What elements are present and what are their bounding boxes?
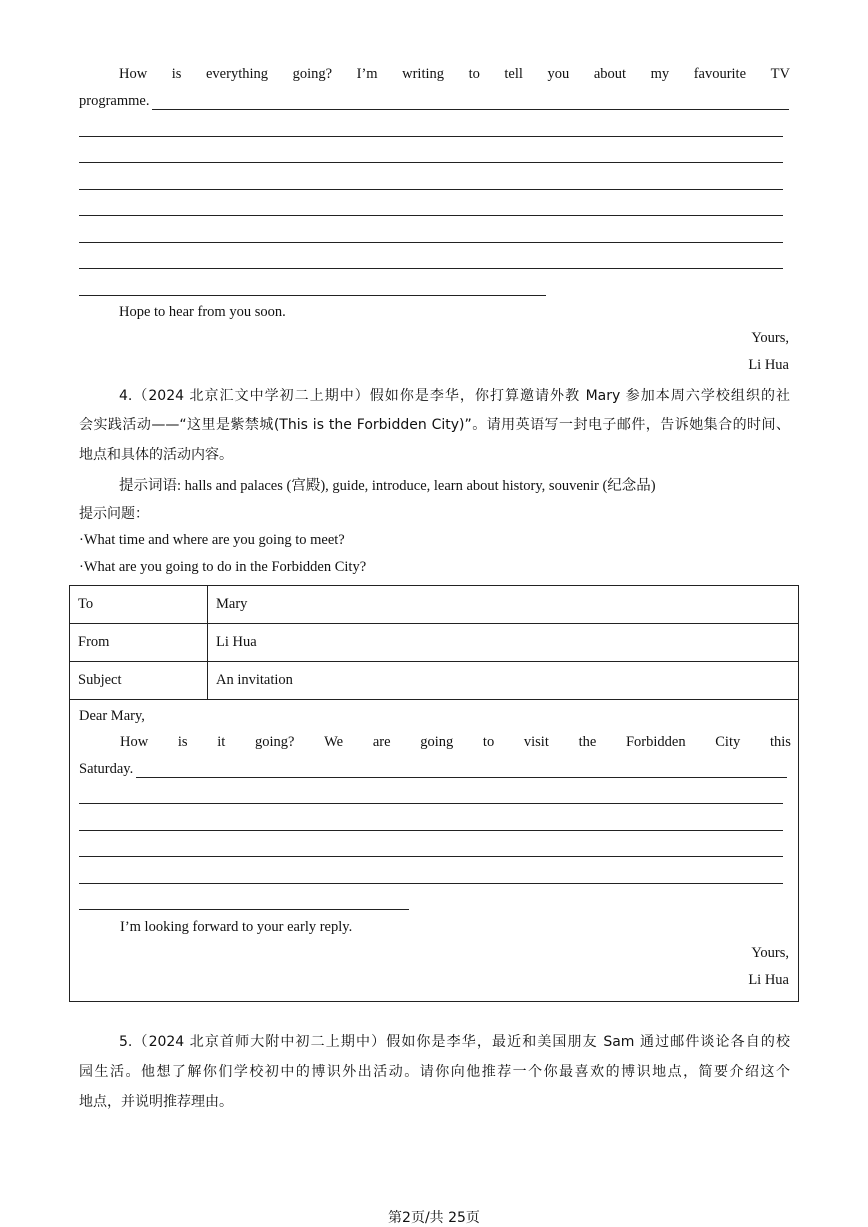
section3-sign-off: Yours, — [751, 330, 789, 346]
word: the — [578, 734, 597, 750]
email-subject-row — [70, 662, 799, 700]
word: Forbidden — [625, 734, 686, 750]
email-greeting: Dear Mary, — [79, 708, 145, 724]
email-from-row — [70, 624, 799, 662]
word: about — [593, 66, 627, 82]
question4-hint-words: 提示词语: halls and palaces (宫殿), guide, introduce, learn about history, souvenir (纪念品) — [119, 478, 656, 494]
email-opening-line2: Saturday. — [79, 761, 134, 777]
writing-line[interactable] — [79, 242, 783, 243]
word: How — [119, 66, 148, 82]
word: writing — [402, 66, 444, 82]
page-indicator: 第2页/共 25页 — [388, 1210, 480, 1226]
word: it — [217, 734, 226, 750]
word: are — [372, 734, 391, 750]
writing-line[interactable] — [152, 109, 789, 110]
word: going — [420, 734, 454, 750]
section3-opening-line2: programme. — [79, 93, 150, 109]
writing-line[interactable] — [136, 777, 787, 778]
word: City — [715, 734, 741, 750]
word: you — [547, 66, 570, 82]
email-form-table — [69, 585, 799, 1002]
email-to-label: To — [70, 586, 208, 624]
email-from-value: Li Hua — [208, 624, 799, 662]
writing-line[interactable] — [79, 830, 783, 831]
writing-line[interactable] — [79, 803, 783, 804]
word: going? — [292, 66, 333, 82]
section3-closing: Hope to hear from you soon. — [119, 304, 286, 320]
word: to — [468, 66, 480, 82]
word: How — [120, 734, 149, 750]
email-signature: Li Hua — [748, 972, 789, 988]
word: is — [171, 66, 182, 82]
word: tell — [504, 66, 523, 82]
word: my — [650, 66, 670, 82]
writing-line[interactable] — [79, 856, 783, 857]
word: this — [769, 734, 791, 750]
email-to-row — [70, 586, 799, 624]
question4-hint-questions-label: 提示问题： — [79, 506, 149, 522]
question5-prompt-line2: 园生活。他想了解你们学校初中的博识外出活动。请你向他推荐一个你最喜欢的博识地点，简要介绍这个 — [79, 1064, 790, 1080]
question4-prompt-line3: 地点和具体的活动内容。 — [79, 447, 233, 463]
writing-line[interactable] — [79, 162, 783, 163]
word: We — [324, 734, 344, 750]
word: TV — [770, 66, 790, 82]
question4-hint-q2: ·What are you going to do in the Forbidden City? — [79, 559, 367, 575]
word: visit — [523, 734, 549, 750]
email-to-value: Mary — [208, 586, 799, 624]
email-sign-off: Yours, — [751, 945, 789, 961]
writing-line[interactable] — [79, 215, 783, 216]
word: going? — [255, 734, 295, 750]
section3-signature: Li Hua — [748, 357, 789, 373]
writing-line[interactable] — [79, 268, 783, 269]
email-subject-value: An invitation — [208, 662, 799, 700]
question5-prompt-line3: 地点，并说明推荐理由。 — [79, 1094, 233, 1110]
email-body-cell — [70, 700, 799, 1002]
writing-line[interactable] — [79, 909, 409, 910]
writing-line[interactable] — [79, 189, 783, 190]
word: everything — [206, 66, 269, 82]
word: I’m — [356, 66, 378, 82]
question5-prompt-line1: 5.（2024 北京首师大附中初二上期中）假如你是李华，最近和美国朋友 Sam 通过邮件谈论各自的校 — [119, 1034, 790, 1050]
email-subject-label: Subject — [70, 662, 208, 700]
email-from-label: From — [70, 624, 208, 662]
writing-line[interactable] — [79, 136, 783, 137]
word: to — [482, 734, 495, 750]
question4-hint-q1: ·What time and where are you going to meet? — [79, 532, 345, 548]
writing-line[interactable] — [79, 295, 546, 296]
word: is — [177, 734, 188, 750]
question4-prompt-line1: 4.（2024 北京汇文中学初二上期中）假如你是李华，你打算邀请外教 Mary 参加本周六学校组织的社 — [119, 388, 790, 404]
email-body-row — [70, 700, 799, 1002]
email-closing: I’m looking forward to your early reply. — [120, 919, 353, 935]
writing-line[interactable] — [79, 883, 783, 884]
word: favourite — [693, 66, 747, 82]
question4-prompt-line2: 会实践活动——“这里是紫禁城(This is the Forbidden City)”。请用英语写一封电子邮件，告诉她集合的时间、 — [79, 417, 790, 433]
email-opening-line — [120, 734, 791, 751]
section3-opening-line — [119, 66, 790, 83]
